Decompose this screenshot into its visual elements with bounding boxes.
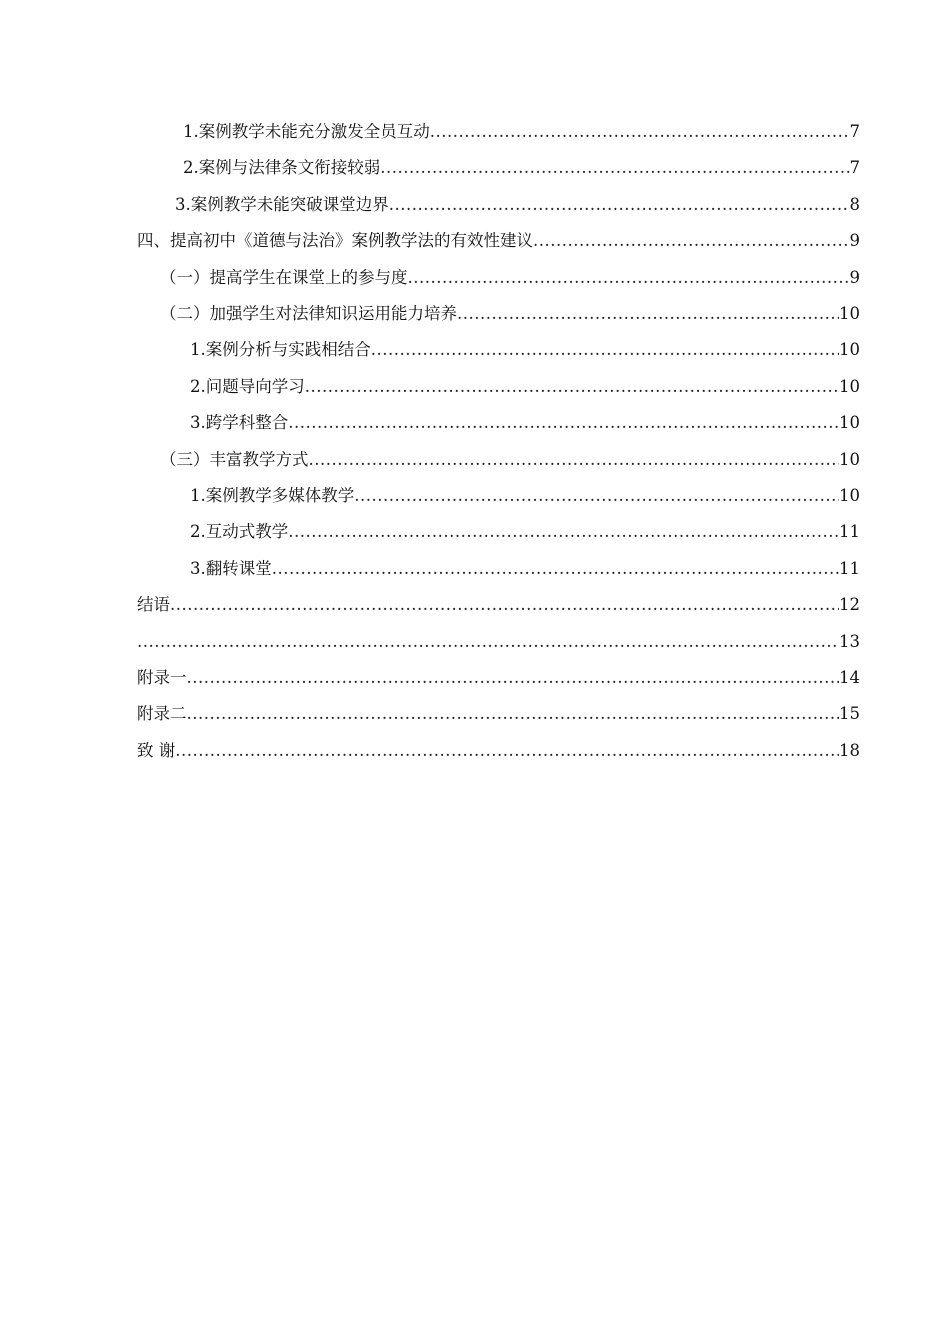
toc-entry-title: 1.案例教学多媒体教学 [190, 486, 355, 505]
dot-leader [389, 194, 850, 216]
toc-entry-page: 12 [839, 595, 860, 615]
dot-leader [430, 121, 850, 143]
toc-entry-page: 10 [839, 340, 860, 360]
toc-entry-title: 1.案例分析与实践相结合 [190, 340, 371, 360]
toc-entry[interactable] [183, 113, 860, 143]
dot-leader [288, 521, 839, 543]
toc-entry-title: 结语 [137, 595, 170, 615]
toc-entry-title: 1.案例教学未能充分激发全员互动 [183, 122, 430, 141]
toc-entry[interactable] [160, 295, 860, 325]
toc-entry[interactable] [175, 186, 860, 216]
toc-entry[interactable] [183, 149, 860, 179]
toc-entry[interactable] [160, 259, 860, 289]
dot-leader [170, 594, 839, 616]
toc-entry[interactable] [190, 368, 860, 398]
dot-leader [408, 267, 850, 289]
dot-leader [288, 412, 839, 434]
dot-leader [187, 703, 840, 725]
dot-leader [533, 230, 850, 252]
toc-entry[interactable] [137, 695, 860, 725]
dot-leader [305, 376, 839, 398]
toc-entry-title: 3.跨学科整合 [190, 413, 289, 433]
toc-entry-page: 7 [849, 122, 860, 141]
dot-leader [175, 740, 839, 762]
toc-entry-page: 10 [839, 413, 860, 433]
toc-entry-page: 10 [839, 304, 860, 323]
toc-entry[interactable] [190, 477, 860, 507]
toc-entry[interactable] [137, 659, 860, 689]
toc-entry[interactable] [137, 222, 860, 252]
dot-leader [137, 631, 839, 653]
toc-entry-title: 致 谢 [137, 740, 176, 760]
dot-leader [380, 157, 849, 179]
toc-entry-page: 15 [839, 704, 860, 724]
dot-leader [457, 303, 839, 325]
toc-entry[interactable] [160, 441, 860, 471]
toc-entry[interactable] [190, 550, 860, 580]
toc-entry-page: 13 [839, 631, 860, 651]
dot-leader [371, 339, 839, 361]
toc-entry-title: 2.问题导向学习 [190, 376, 305, 396]
toc-entry-page: 14 [839, 668, 860, 687]
toc-entry-title: （三）丰富教学方式 [160, 449, 309, 469]
dot-leader [309, 449, 840, 471]
toc-entry-page: 10 [839, 486, 860, 505]
toc-entry[interactable] [190, 513, 860, 543]
toc-entry-title: （一）提高学生在课堂上的参与度 [160, 267, 408, 287]
toc-entry-title: 2.互动式教学 [190, 522, 289, 542]
toc-entry[interactable] [190, 404, 860, 434]
toc-entry-page: 7 [849, 158, 860, 178]
toc-entry-page: 9 [849, 267, 860, 287]
dot-leader [354, 485, 839, 507]
toc-entry-title: 附录一 [137, 668, 187, 687]
toc-entry[interactable] [137, 586, 860, 616]
toc-entry-page: 8 [849, 194, 860, 214]
toc-entry-page: 18 [839, 740, 860, 760]
toc-entry-title: 2.案例与法律条文衔接较弱 [183, 158, 381, 178]
toc-entry[interactable] [190, 331, 860, 361]
toc-entry-title: （二）加强学生对法律知识运用能力培养 [160, 304, 457, 323]
toc-entry-title: 四、提高初中《道德与法治》案例教学法的有效性建议 [137, 231, 533, 251]
dot-leader [187, 667, 840, 689]
toc-entry-title: 3.翻转课堂 [190, 558, 272, 578]
toc-entry-page: 11 [839, 558, 860, 578]
toc-entry-page: 10 [839, 449, 860, 469]
toc-entry-page: 10 [839, 376, 860, 396]
toc-entry-page: 11 [839, 522, 860, 542]
toc-entry-title: 附录二 [137, 704, 187, 724]
toc-entry[interactable] [137, 623, 860, 653]
toc-entry-title: 3.案例教学未能突破课堂边界 [175, 194, 389, 214]
dot-leader [272, 558, 839, 580]
toc-entry-page: 9 [849, 231, 860, 251]
toc-entry[interactable] [137, 732, 860, 762]
